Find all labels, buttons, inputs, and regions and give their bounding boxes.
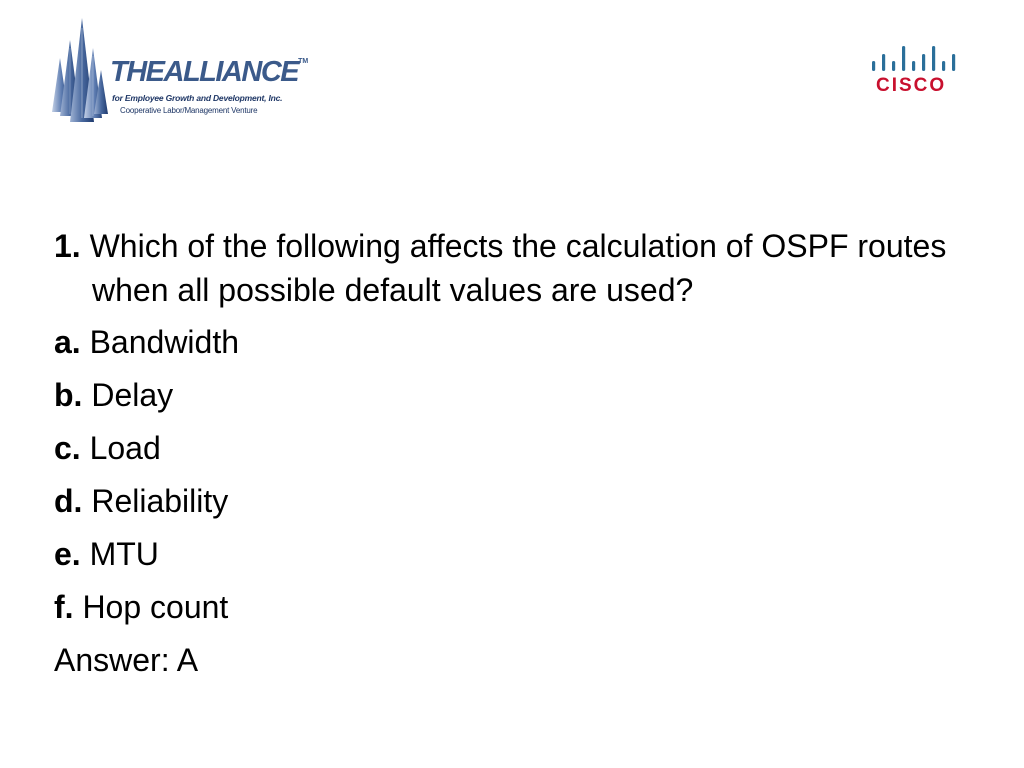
alliance-wordmark: THEALLIANCE™ — [110, 56, 309, 88]
question-number: 1. — [54, 228, 81, 264]
building-spires-icon — [50, 18, 110, 124]
option-a — [54, 320, 954, 364]
cisco-wordmark: CISCO — [876, 75, 947, 96]
option-letter: f. — [54, 589, 74, 625]
option-letter: b. — [54, 377, 83, 413]
option-text: Bandwidth — [89, 324, 240, 360]
question-block — [54, 224, 954, 691]
question — [54, 224, 972, 312]
option-d — [54, 479, 954, 523]
alliance-subtitle: Cooperative Labor/Management Venture — [120, 106, 258, 115]
cisco-logo — [866, 44, 962, 100]
alliance-tagline: for Employee Growth and Development, Inc. — [112, 93, 283, 103]
option-text: Reliability — [91, 483, 229, 519]
question-text: Which of the following affects the calculation of OSPF routes when all possible default values are used? — [89, 228, 947, 308]
option-letter: d. — [54, 483, 83, 519]
answer-text: Answer: A — [54, 642, 199, 678]
cisco-bridge-bars-icon — [870, 44, 960, 74]
option-e — [54, 532, 954, 576]
option-c — [54, 426, 954, 470]
option-text: Hop count — [82, 589, 229, 625]
option-text: Load — [89, 430, 161, 466]
option-b — [54, 373, 954, 417]
option-letter: a. — [54, 324, 81, 360]
alliance-logo — [50, 18, 310, 124]
trademark-mark: TM — [298, 58, 309, 65]
option-letter: e. — [54, 536, 81, 572]
option-text: MTU — [89, 536, 159, 572]
option-text: Delay — [91, 377, 174, 413]
option-letter: c. — [54, 430, 81, 466]
option-f — [54, 585, 954, 629]
